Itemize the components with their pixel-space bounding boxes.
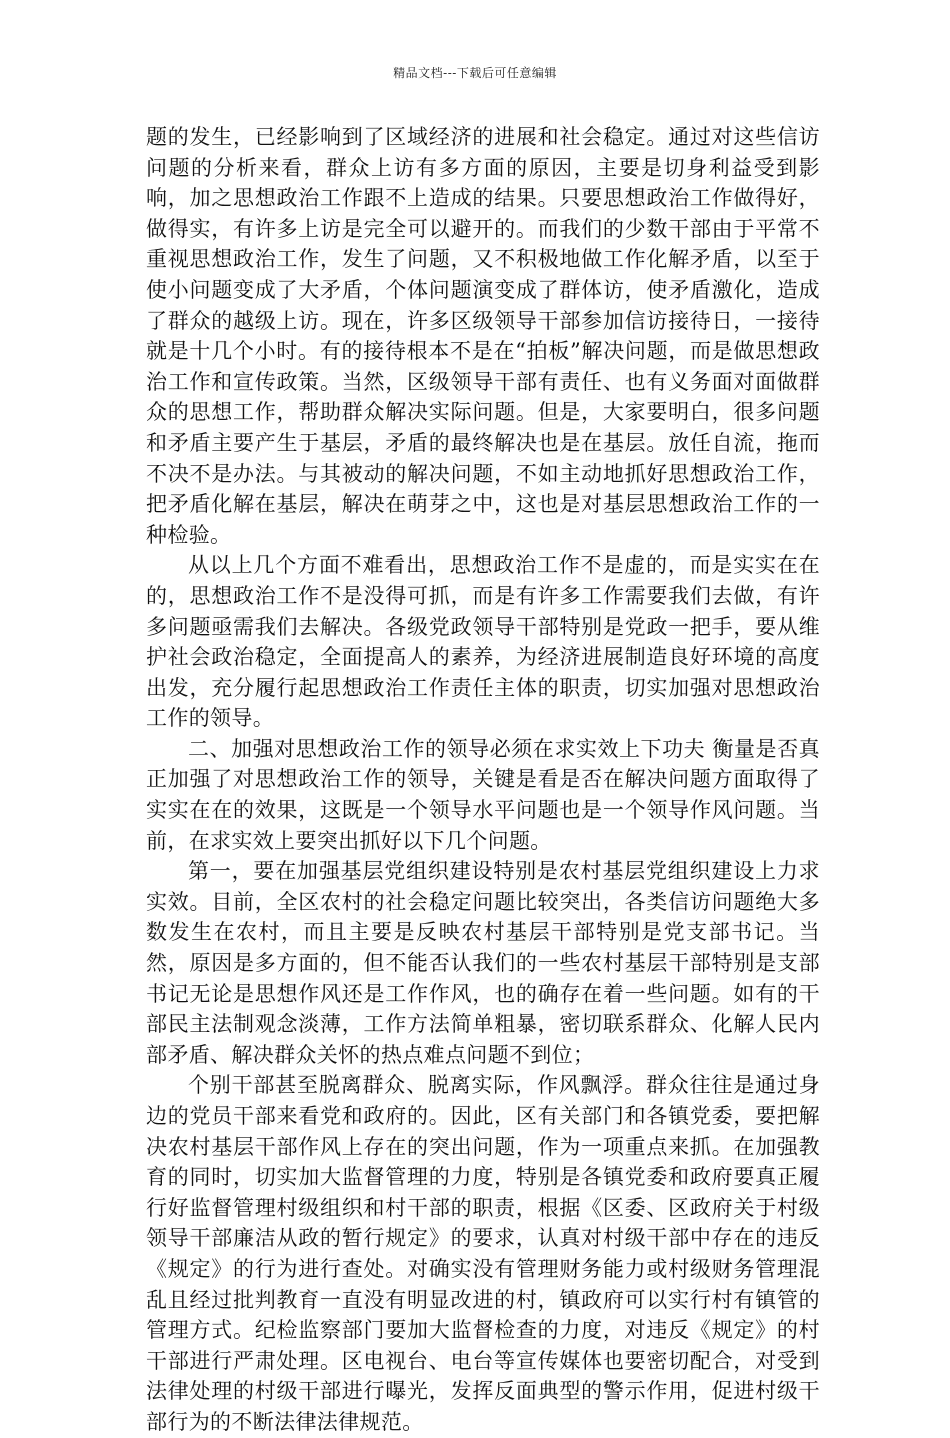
page-header: 精品文档---下载后可任意编辑 [393, 66, 557, 80]
paragraph-continued: 题的发生，已经影响到了区域经济的进展和社会稳定。通过对这些信访问题的分析来看，群众上访有多方面的原因，主要是切身利益受到影响，加之思想政治工作跟不上造成的结果。只要思想政治工作做得好，做得实，有许多上访是完全可以避开的。而我们的少数干部由于平常不重视思想政治工作，发生了问题，又不积极地做工作化解矛盾，以至于使小问题变成了大矛盾，个体问题演变成了群体访，使矛盾激化，造成了群众的越级上访。现在，许多区级领导干部参加信访接待日，一接待就是十几个小时。有的接待根本不是在“拍板”解决问题，而是做思想政治工作和宣传政策。当然，区级领导干部有责任、也有义务面对面做群众的思想工作，帮助群众解决实际问题。但是，大家要明白，很多问题和矛盾主要产生于基层，矛盾的最终解决也是在基层。放任自流，拖而不决不是办法。与其被动的解决问题，不如主动地抓好思想政治工作，把矛盾化解在基层，解决在萌芽之中，这也是对基层思想政治工作的一种检验。 [146, 125, 820, 547]
document-body [146, 122, 820, 1438]
paragraph-first-point: 第一，要在加强基层党组织建设特别是农村基层党组织建设上力求实效。目前，全区农村的社会稳定问题比较突出，各类信访问题绝大多数发生在农村，而且主要是反映农村基层干部特别是党支部书记。当然，原因是多方面的，但不能否认我们的一些农村基层干部特别是支部书记无论是思想作风还是工作作风，也的确存在着一些问题。如有的干部民主法制观念淡薄，工作方法简单粗暴，密切联系群众、化解人民内部矛盾、解决群众关怀的热点难点问题不到位； [146, 859, 820, 1067]
paragraph-cadre-supervision: 个别干部甚至脱离群众、脱离实际，作风飘浮。群众往往是通过身边的党员干部来看党和政府的。因此，区有关部门和各镇党委，要把解决农村基层干部作风上存在的突出问题，作为一项重点来抓。在加强教育的同时，切实加大监督管理的力度，特别是各镇党委和政府要真正履行好监督管理村级组织和村干部的职责，根据《区委、区政府关于村级领导干部廉洁从政的暂行规定》的要求，认真对村级干部中存在的违反《规定》的行为进行查处。对确实没有管理财务能力或村级财务管理混乱且经过批判教育一直没有明显改进的村，镇政府可以实行村有镇管的管理方式。纪检监察部门要加大监督检查的力度，对违反《规定》的村干部进行严肃处理。区电视台、电台等宣传媒体也要密切配合，对受到法律处理的村级干部进行曝光，发挥反面典型的警示作用，促进村级干部行为的不断法律法律规范。 [146, 1073, 820, 1434]
paragraph-summary: 从以上几个方面不难看出，思想政治工作不是虚的，而是实实在在的，思想政治工作不是没得可抓，而是有许多工作需要我们去做，有许多问题亟需我们去解决。各级党政领导干部特别是党政一把手，要从维护社会政治稳定，全面提高人的素养，为经济进展制造良好环境的高度出发，充分履行起思想政治工作责任主体的职责，切实加强对思想政治工作的领导。 [146, 553, 820, 731]
paragraph-section-two: 二、加强对思想政治工作的领导必须在求实效上下功夫 衡量是否真正加强了对思想政治工作的领导，关键是看是否在解决问题方面取得了实实在在的效果，这既是一个领导水平问题也是一个领导作风问题。当前，在求实效上要突出抓好以下几个问题。 [146, 736, 820, 853]
